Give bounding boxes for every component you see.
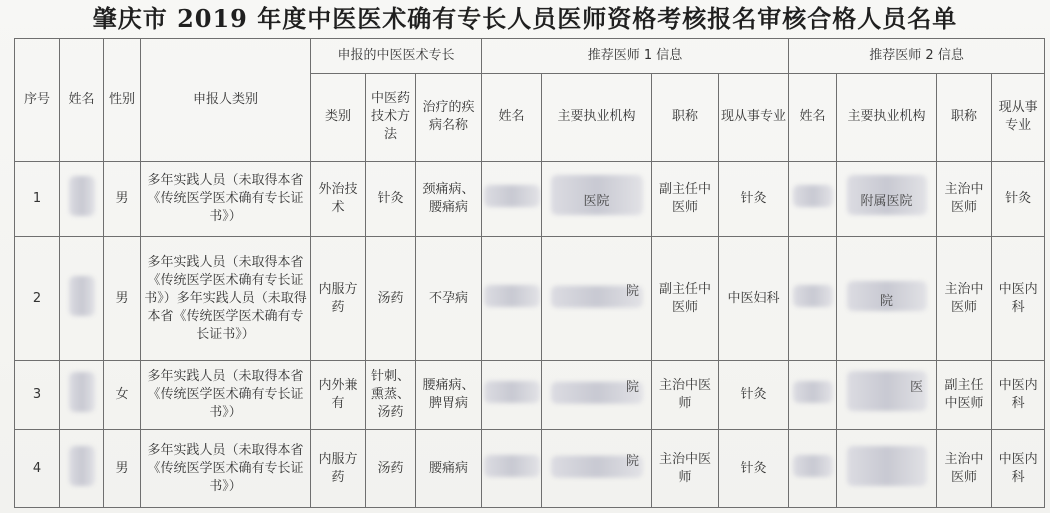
cell-doc2-title: 主治中医师 bbox=[937, 237, 992, 361]
cell-doc1-specialty: 针灸 bbox=[719, 361, 789, 430]
cell-method: 针灸 bbox=[366, 161, 416, 236]
cell-seq: 3 bbox=[15, 361, 60, 430]
header-row-1 bbox=[15, 39, 1045, 74]
cell-doc1-title: 副主任中医师 bbox=[652, 237, 719, 361]
header-doc2-specialty: 现从事专业 bbox=[992, 74, 1045, 162]
header-name: 姓名 bbox=[60, 39, 104, 162]
doc2-org-fragment: 院 bbox=[880, 293, 894, 309]
cell-doc2-title: 副主任中医师 bbox=[937, 361, 992, 430]
cell-applicant-type: 多年实践人员（未取得本省《传统医学医术确有专长证书》） bbox=[141, 361, 311, 430]
header-doctor2-group: 推荐医师 2 信息 bbox=[789, 39, 1045, 74]
cell-applicant-type: 多年实践人员（未取得本省《传统医学医术确有专长证书》） bbox=[141, 161, 311, 236]
cell-doc2-org bbox=[837, 237, 937, 361]
table-row bbox=[15, 237, 1045, 361]
cell-doc2-specialty: 针灸 bbox=[992, 161, 1045, 236]
cell-doc1-specialty: 针灸 bbox=[719, 161, 789, 236]
cell-doc2-name-redacted bbox=[789, 361, 837, 430]
cell-doc2-specialty: 中医内科 bbox=[992, 237, 1045, 361]
header-doc1-specialty: 现从事专业 bbox=[719, 74, 789, 162]
cell-category: 内服方药 bbox=[311, 237, 366, 361]
cell-name-redacted bbox=[60, 161, 104, 236]
cell-doc1-org bbox=[542, 161, 652, 236]
cell-doc1-title: 副主任中医师 bbox=[652, 161, 719, 236]
cell-doc1-name-redacted bbox=[482, 430, 542, 508]
cell-doc1-title: 主治中医师 bbox=[652, 361, 719, 430]
header-doc1-title: 职称 bbox=[652, 74, 719, 162]
header-specialty-group: 申报的中医医术专长 bbox=[311, 39, 482, 74]
cell-method: 汤药 bbox=[366, 430, 416, 508]
cell-doc1-name-redacted bbox=[482, 361, 542, 430]
cell-gender: 女 bbox=[104, 361, 141, 430]
cell-disease: 颈痛病、腰痛病 bbox=[416, 161, 482, 236]
header-applicant-type: 申报人类别 bbox=[141, 39, 311, 162]
cell-doc2-title: 主治中医师 bbox=[937, 430, 992, 508]
cell-doc2-org bbox=[837, 361, 937, 430]
header-gender: 性别 bbox=[104, 39, 141, 162]
cell-doc2-name-redacted bbox=[789, 161, 837, 236]
cell-method: 针刺、熏蒸、汤药 bbox=[366, 361, 416, 430]
cell-doc1-specialty: 中医妇科 bbox=[719, 237, 789, 361]
cell-doc1-specialty: 针灸 bbox=[719, 430, 789, 508]
table-row bbox=[15, 361, 1045, 430]
cell-seq: 1 bbox=[15, 161, 60, 236]
cell-doc2-name-redacted bbox=[789, 237, 837, 361]
header-doc1-name: 姓名 bbox=[482, 74, 542, 162]
cell-doc2-specialty: 中医内科 bbox=[992, 361, 1045, 430]
cell-disease: 腰痛病、脾胃病 bbox=[416, 361, 482, 430]
cell-category: 内外兼有 bbox=[311, 361, 366, 430]
doc1-org-fragment: 院 bbox=[625, 283, 639, 299]
header-doc1-org: 主要执业机构 bbox=[542, 74, 652, 162]
cell-name-redacted bbox=[60, 237, 104, 361]
cell-doc2-title: 主治中医师 bbox=[937, 161, 992, 236]
cell-doc1-name-redacted bbox=[482, 161, 542, 236]
cell-name-redacted bbox=[60, 430, 104, 508]
cell-disease: 腰痛病 bbox=[416, 430, 482, 508]
cell-category: 外治技术 bbox=[311, 161, 366, 236]
doc1-org-fragment: 院 bbox=[625, 453, 639, 469]
doc2-org-fragment: 附属医院 bbox=[860, 194, 913, 209]
header-category: 类别 bbox=[311, 74, 366, 162]
cell-name-redacted bbox=[60, 361, 104, 430]
header-doc2-title: 职称 bbox=[937, 74, 992, 162]
cell-doc2-name-redacted bbox=[789, 430, 837, 508]
header-seq: 序号 bbox=[15, 39, 60, 162]
cell-disease: 不孕病 bbox=[416, 237, 482, 361]
cell-doc1-org bbox=[542, 361, 652, 430]
cell-doc2-org bbox=[837, 430, 937, 508]
cell-method: 汤药 bbox=[366, 237, 416, 361]
cell-gender: 男 bbox=[104, 161, 141, 236]
doc1-org-fragment: 院 bbox=[625, 380, 639, 396]
cell-applicant-type: 多年实践人员（未取得本省《传统医学医术确有专长证书》） bbox=[141, 430, 311, 508]
cell-applicant-type: 多年实践人员（未取得本省《传统医学医术确有专长证书》）多年实践人员（未取得本省《传统医学医术确有专长证书》） bbox=[141, 237, 311, 361]
cell-seq: 4 bbox=[15, 430, 60, 508]
doc1-org-fragment: 医院 bbox=[583, 194, 610, 209]
cell-doc2-specialty: 中医内科 bbox=[992, 430, 1045, 508]
qualified-list-table bbox=[14, 38, 1045, 508]
cell-doc1-name-redacted bbox=[482, 237, 542, 361]
cell-doc1-title: 主治中医师 bbox=[652, 430, 719, 508]
cell-category: 内服方药 bbox=[311, 430, 366, 508]
header-doc2-org: 主要执业机构 bbox=[837, 74, 937, 162]
cell-doc1-org bbox=[542, 430, 652, 508]
header-disease: 治疗的疾病名称 bbox=[416, 74, 482, 162]
header-doc2-name: 姓名 bbox=[789, 74, 837, 162]
cell-seq: 2 bbox=[15, 237, 60, 361]
cell-doc2-org bbox=[837, 161, 937, 236]
header-method: 中医药技术方法 bbox=[366, 74, 416, 162]
document-title: 肇庆市 2019 年度中医医术确有专长人员医师资格考核报名审核合格人员名单 bbox=[92, 4, 958, 33]
table-row bbox=[15, 161, 1045, 236]
header-doctor1-group: 推荐医师 1 信息 bbox=[482, 39, 789, 74]
cell-gender: 男 bbox=[104, 237, 141, 361]
table-row bbox=[15, 430, 1045, 508]
doc2-org-fragment: 医 bbox=[910, 380, 924, 396]
cell-doc1-org bbox=[542, 237, 652, 361]
cell-gender: 男 bbox=[104, 430, 141, 508]
